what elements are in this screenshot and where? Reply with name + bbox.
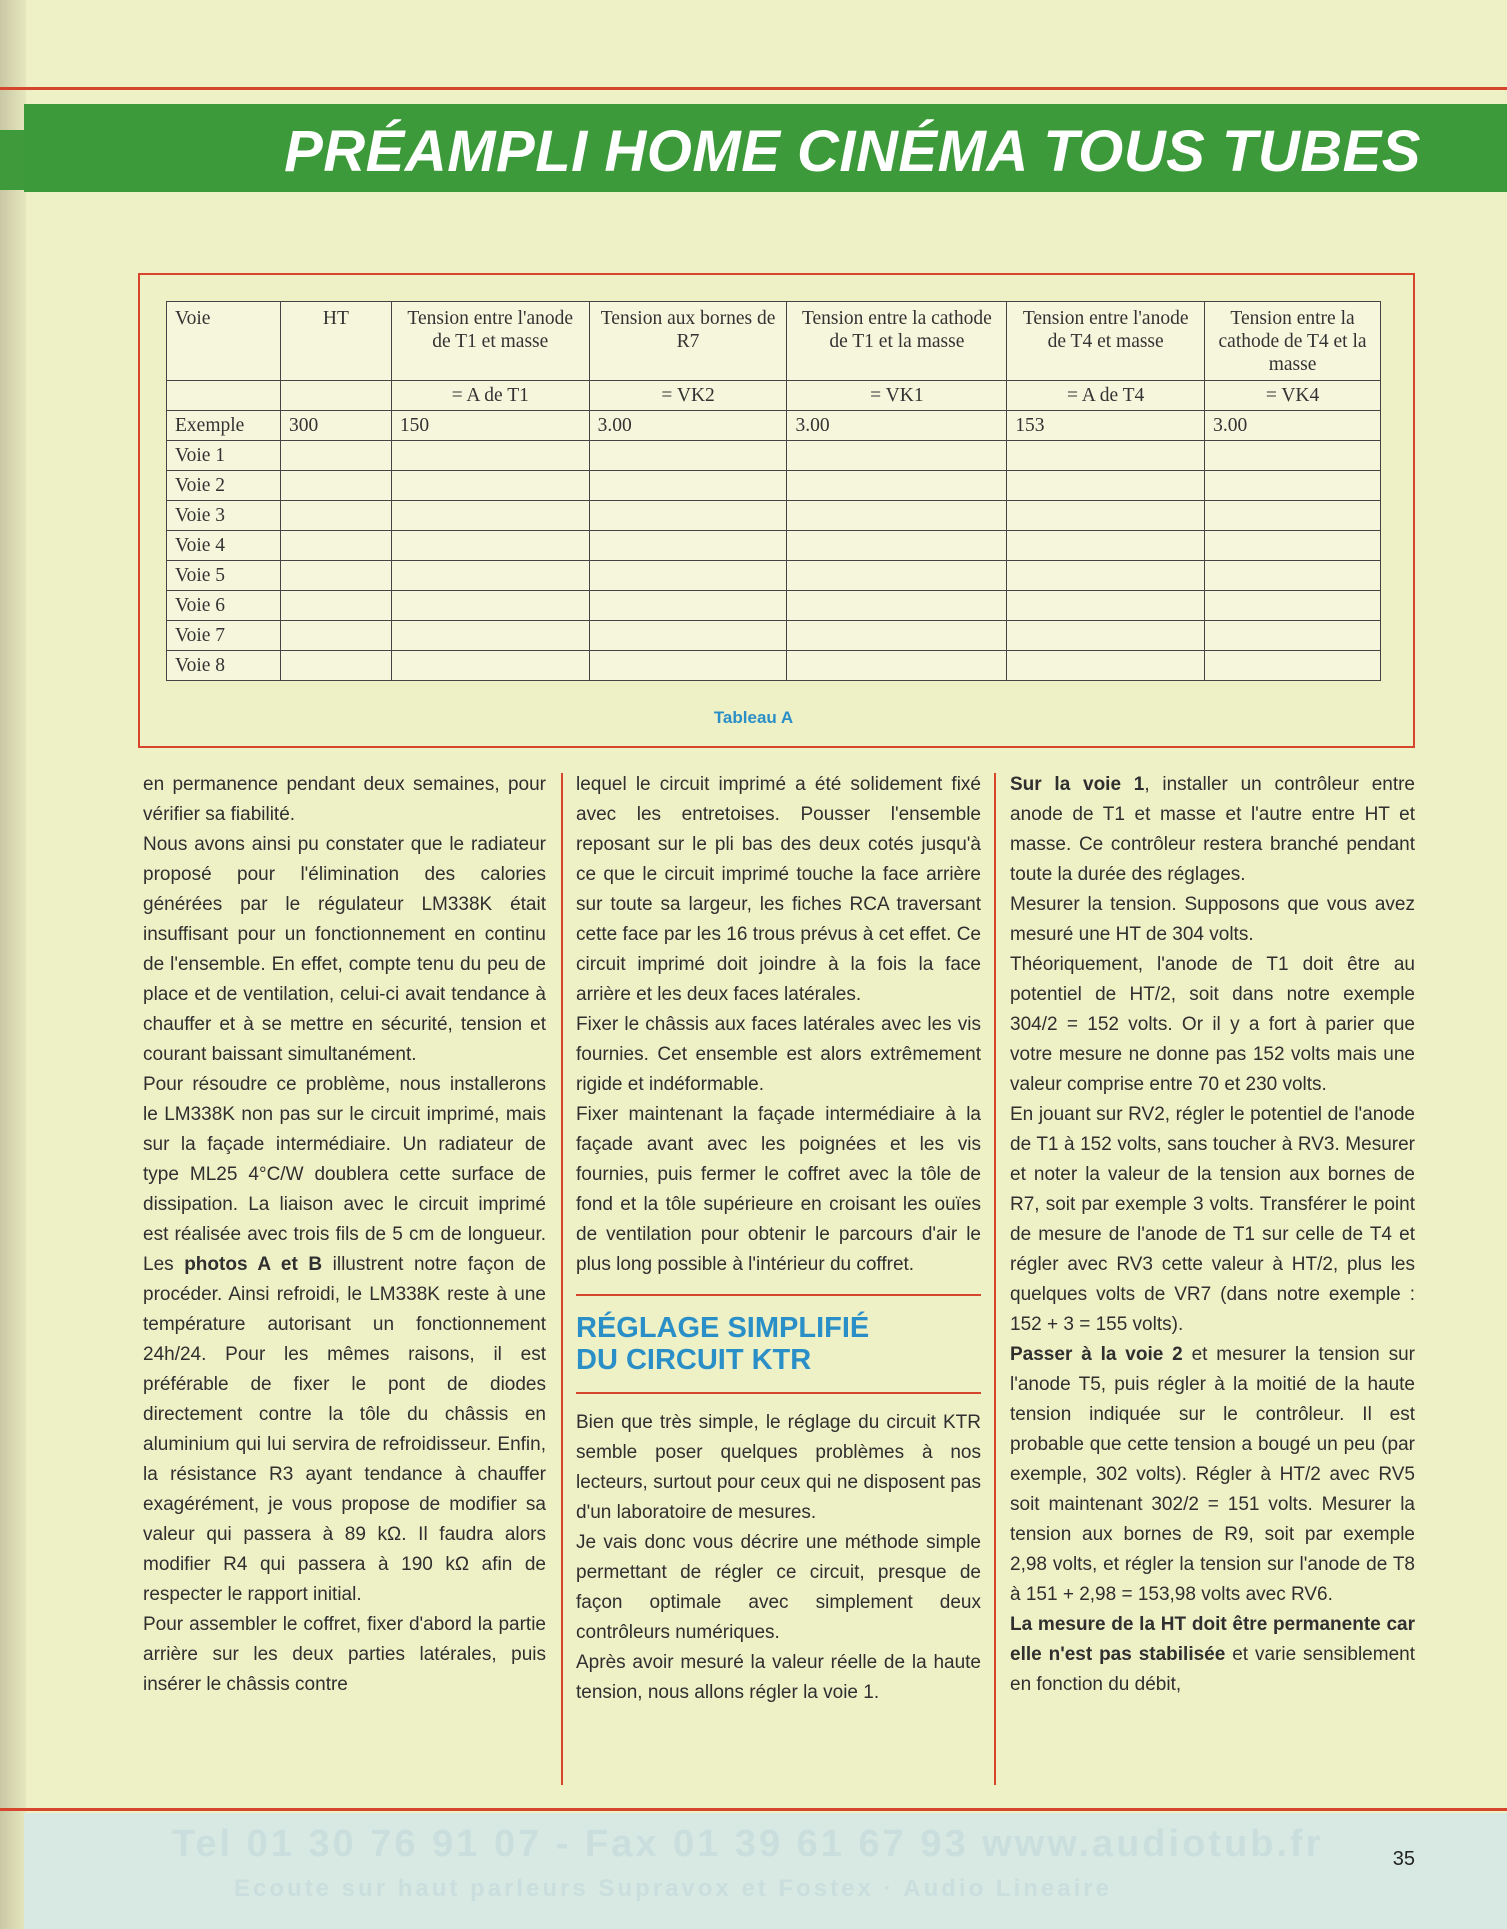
table-cell <box>787 621 1007 651</box>
table-row <box>167 471 1381 501</box>
table-subheader-cell: = VK4 <box>1205 381 1381 411</box>
table-row <box>167 621 1381 651</box>
table-cell <box>1007 651 1205 681</box>
bottom-rule <box>0 1808 1507 1811</box>
page-title: PRÉAMPLI HOME CINÉMA TOUS TUBES <box>284 119 1421 184</box>
table-cell <box>589 561 787 591</box>
table-subheader-cell <box>167 381 281 411</box>
paragraph: Fixer le châssis aux faces latérales avec les vis fournies. Cet ensemble est alors extrêmement rigide et indéformable. <box>576 1014 981 1095</box>
row-label-cell: Voie 1 <box>167 441 281 471</box>
table-header-cell: Tension aux bornes de R7 <box>589 302 787 381</box>
table-subheader-cell: = VK1 <box>787 381 1007 411</box>
row-label-cell: Voie 8 <box>167 651 281 681</box>
top-rule <box>0 87 1507 90</box>
paragraph: La mesure de la HT doit être permanente car elle n'est pas stabilisée et varie sensiblement en fonction du débit, <box>1010 1614 1415 1695</box>
table-cell <box>787 471 1007 501</box>
table-header-cell: HT <box>280 302 391 381</box>
row-label-cell: Voie 7 <box>167 621 281 651</box>
table-cell <box>391 621 589 651</box>
table-cell <box>787 651 1007 681</box>
table-subheader-row <box>167 381 1381 411</box>
section-heading <box>576 1312 981 1376</box>
measurement-table <box>166 301 1381 681</box>
paragraph: Passer à la voie 2 et mesurer la tension sur l'anode T5, puis régler à la moitié de la haute tension indiquée sur le contrôleur. Il est probable que cette tension a bougé un peu (par exemple, 302 volts). Régler à HT/2 avec RV5 soit maintenant 302/2 = 151 volts. Mesurer la tension aux bornes de R9, soit par exemple 2,98 volts, et régler la tension sur l'anode de T8 à 151 + 2,98 = 153,98 volts avec RV6. <box>1010 1344 1415 1605</box>
table-cell <box>787 441 1007 471</box>
table-cell <box>1205 531 1381 561</box>
paragraph: lequel le circuit imprimé a été solidement fixé avec les entretoises. Pousser l'ensemble reposant sur le pli bas des deux cotés jusqu'à ce que le circuit imprimé touche la face arrière sur toute sa largeur, les fiches RCA traversant cette face par les 16 trous prévus à cet effet. Ce circuit imprimé doit joindre à la fois la face arrière et les deux faces latérales. <box>576 774 981 1005</box>
table-cell <box>589 501 787 531</box>
edge-tab <box>0 130 26 190</box>
paragraph: Pour assembler le coffret, fixer d'abord la partie arrière sur les deux parties latérales, puis insérer le châssis contre <box>143 1614 546 1695</box>
table-cell <box>787 591 1007 621</box>
table-row <box>167 561 1381 591</box>
table-cell <box>1205 441 1381 471</box>
row-label-cell: Voie 2 <box>167 471 281 501</box>
paragraph: Après avoir mesuré la valeur réelle de la haute tension, nous allons régler la voie 1. <box>576 1652 981 1703</box>
text-column-1 <box>143 770 546 1700</box>
paragraph: En jouant sur RV2, régler le potentiel de l'anode de T1 à 152 volts, sans toucher à RV3. Mesurer et noter la valeur de la tension aux bornes de R7, soit par exemple 3 volts. Transférer le point de mesure de l'anode de T1 sur celle de T4 et régler avec RV3 cette valeur à HT/2, plus les quelques volts de VR7 (dans notre exemple : 152 + 3 = 155 volts). <box>1010 1104 1415 1335</box>
table-cell <box>280 501 391 531</box>
paragraph: Nous avons ainsi pu constater que le radiateur proposé pour l'élimination des calories générées par le régulateur LM338K était insuffisant pour un fonctionnement en continu de l'ensemble. En effet, compte tenu du peu de place et de ventilation, celui-ci avait tendance à chauffer et à se mettre en sécurité, tension et courant baissant simultanément. <box>143 834 546 1065</box>
table-row <box>167 591 1381 621</box>
table-subheader-cell <box>280 381 391 411</box>
heading-rule <box>576 1392 981 1394</box>
table-subheader-cell: = A de T1 <box>391 381 589 411</box>
table-cell <box>280 471 391 501</box>
table-row <box>167 501 1381 531</box>
section-heading-line: RÉGLAGE SIMPLIFIÉ <box>576 1312 870 1344</box>
table-cell <box>787 531 1007 561</box>
table-cell <box>1007 501 1205 531</box>
table-row <box>167 531 1381 561</box>
paragraph: Je vais donc vous décrire une méthode simple permettant de régler ce circuit, presque de façon optimale avec simplement deux contrôleurs numériques. <box>576 1532 981 1643</box>
row-label-cell: Voie 3 <box>167 501 281 531</box>
table-cell <box>280 531 391 561</box>
photo-reference: photos A et B <box>184 1254 323 1275</box>
table-subheader-cell: = VK2 <box>589 381 787 411</box>
table-cell <box>1007 591 1205 621</box>
table-cell <box>589 591 787 621</box>
table-cell <box>1007 471 1205 501</box>
table-cell <box>391 591 589 621</box>
table-row <box>167 651 1381 681</box>
table-cell <box>280 561 391 591</box>
table-cell: 300 <box>280 411 391 441</box>
table-header-row <box>167 302 1381 381</box>
footer-tagline: Ecoute sur haut parleurs Supravox et Fostex · Audio Lineaire <box>234 1875 1112 1902</box>
table-cell <box>280 591 391 621</box>
page-number: 35 <box>1392 1848 1415 1870</box>
table-cell: 3.00 <box>589 411 787 441</box>
footer-band <box>24 1813 1507 1929</box>
table-cell <box>589 651 787 681</box>
table-caption: Tableau A <box>713 708 794 727</box>
table-header-cell: Tension entre l'anode de T4 et masse <box>1007 302 1205 381</box>
table-cell: 3.00 <box>787 411 1007 441</box>
table-cell <box>787 501 1007 531</box>
table-cell <box>1205 621 1381 651</box>
table-cell <box>391 651 589 681</box>
paragraph: Théoriquement, l'anode de T1 doit être au potentiel de HT/2, soit dans notre exemple 304/2 = 152 volts. Or il y a fort à parier que votre mesure ne donne pas 152 volts mais une valeur comprise entre 70 et 230 volts. <box>1010 954 1415 1095</box>
table-row <box>167 411 1381 441</box>
table-cell <box>787 561 1007 591</box>
column-divider <box>561 773 563 1785</box>
table-cell <box>1007 621 1205 651</box>
table-cell <box>1007 441 1205 471</box>
paragraph: en permanence pendant deux semaines, pour vérifier sa fiabilité. <box>143 774 546 825</box>
table-cell <box>589 441 787 471</box>
table-cell <box>589 621 787 651</box>
heading-rule <box>576 1294 981 1296</box>
text-column-3 <box>1010 770 1415 1700</box>
paragraph: Sur la voie 1, installer un contrôleur entre anode de T1 et masse et l'autre entre HT et masse. Ce contrôleur restera branché pendant toute la durée des réglages. <box>1010 774 1415 885</box>
table-cell <box>280 441 391 471</box>
table-cell <box>391 441 589 471</box>
title-banner <box>24 104 1507 192</box>
row-label-cell: Voie 4 <box>167 531 281 561</box>
table-cell: 153 <box>1007 411 1205 441</box>
table-cell <box>1007 531 1205 561</box>
table-cell <box>280 621 391 651</box>
table-cell <box>391 531 589 561</box>
table-cell <box>391 471 589 501</box>
paragraph: Pour résoudre ce problème, nous installerons le LM338K non pas sur le circuit imprimé, mais sur la façade intermédiaire. Un radiateur de type ML25 4°C/W doublera cette surface de dissipation. La liaison avec le circuit imprimé est réalisée avec trois fils de 5 cm de longueur. Les photos A et B illustrent notre façon de procéder. Ainsi refroidi, le LM338K reste à une température autorisant un fonctionnement 24h/24. Pour les mêmes raisons, il est préférable de fixer le pont de diodes directement contre la tôle du châssis en aluminium qui lui servira de refroidisseur. Enfin, la résistance R3 ayant tendance à chauffer exagérément, je vous propose de modifier sa valeur qui passera à 89 kΩ. Il faudra alors modifier R4 qui passera à 190 kΩ afin de respecter le rapport initial. <box>143 1074 546 1605</box>
table-cell <box>589 531 787 561</box>
table-cell <box>1007 561 1205 591</box>
table-header-cell: Tension entre la cathode de T4 et la masse <box>1205 302 1381 381</box>
table-cell <box>589 471 787 501</box>
table-subheader-cell: = A de T4 <box>1007 381 1205 411</box>
table-cell <box>1205 561 1381 591</box>
row-label-cell: Voie 5 <box>167 561 281 591</box>
table-header-cell: Voie <box>167 302 281 381</box>
table-cell <box>1205 501 1381 531</box>
column-divider <box>994 773 996 1785</box>
table-cell <box>1205 471 1381 501</box>
row-label-cell: Voie 6 <box>167 591 281 621</box>
table-cell <box>1205 591 1381 621</box>
row-label-cell: Exemple <box>167 411 281 441</box>
page-binding-edge <box>0 0 26 1929</box>
table-cell <box>391 561 589 591</box>
table-cell: 3.00 <box>1205 411 1381 441</box>
footer-contact: Tel 01 30 76 91 07 - Fax 01 39 61 67 93 www.audiotub.fr <box>172 1823 1324 1865</box>
table-cell <box>1205 651 1381 681</box>
text-column-2 <box>576 770 981 1708</box>
paragraph: Bien que très simple, le réglage du circuit KTR semble poser quelques problèmes à nos lecteurs, surtout pour ceux qui ne disposent pas d'un laboratoire de mesures. <box>576 1412 981 1523</box>
table-header-cell: Tension entre l'anode de T1 et masse <box>391 302 589 381</box>
paragraph: Mesurer la tension. Supposons que vous avez mesuré une HT de 304 volts. <box>1010 894 1415 945</box>
table-header-cell: Tension entre la cathode de T1 et la masse <box>787 302 1007 381</box>
table-cell <box>391 501 589 531</box>
section-heading-line: DU CIRCUIT KTR <box>576 1344 812 1376</box>
paragraph: Fixer maintenant la façade intermédiaire à la façade avant avec les poignées et les vis fournies, puis fermer le coffret avec la tôle de fond et la tôle supérieure en croisant les ouïes de ventilation pour obtenir le parcours d'air le plus long possible à l'intérieur du coffret. <box>576 1104 981 1275</box>
table-cell <box>280 651 391 681</box>
table-cell: 150 <box>391 411 589 441</box>
table-row <box>167 441 1381 471</box>
